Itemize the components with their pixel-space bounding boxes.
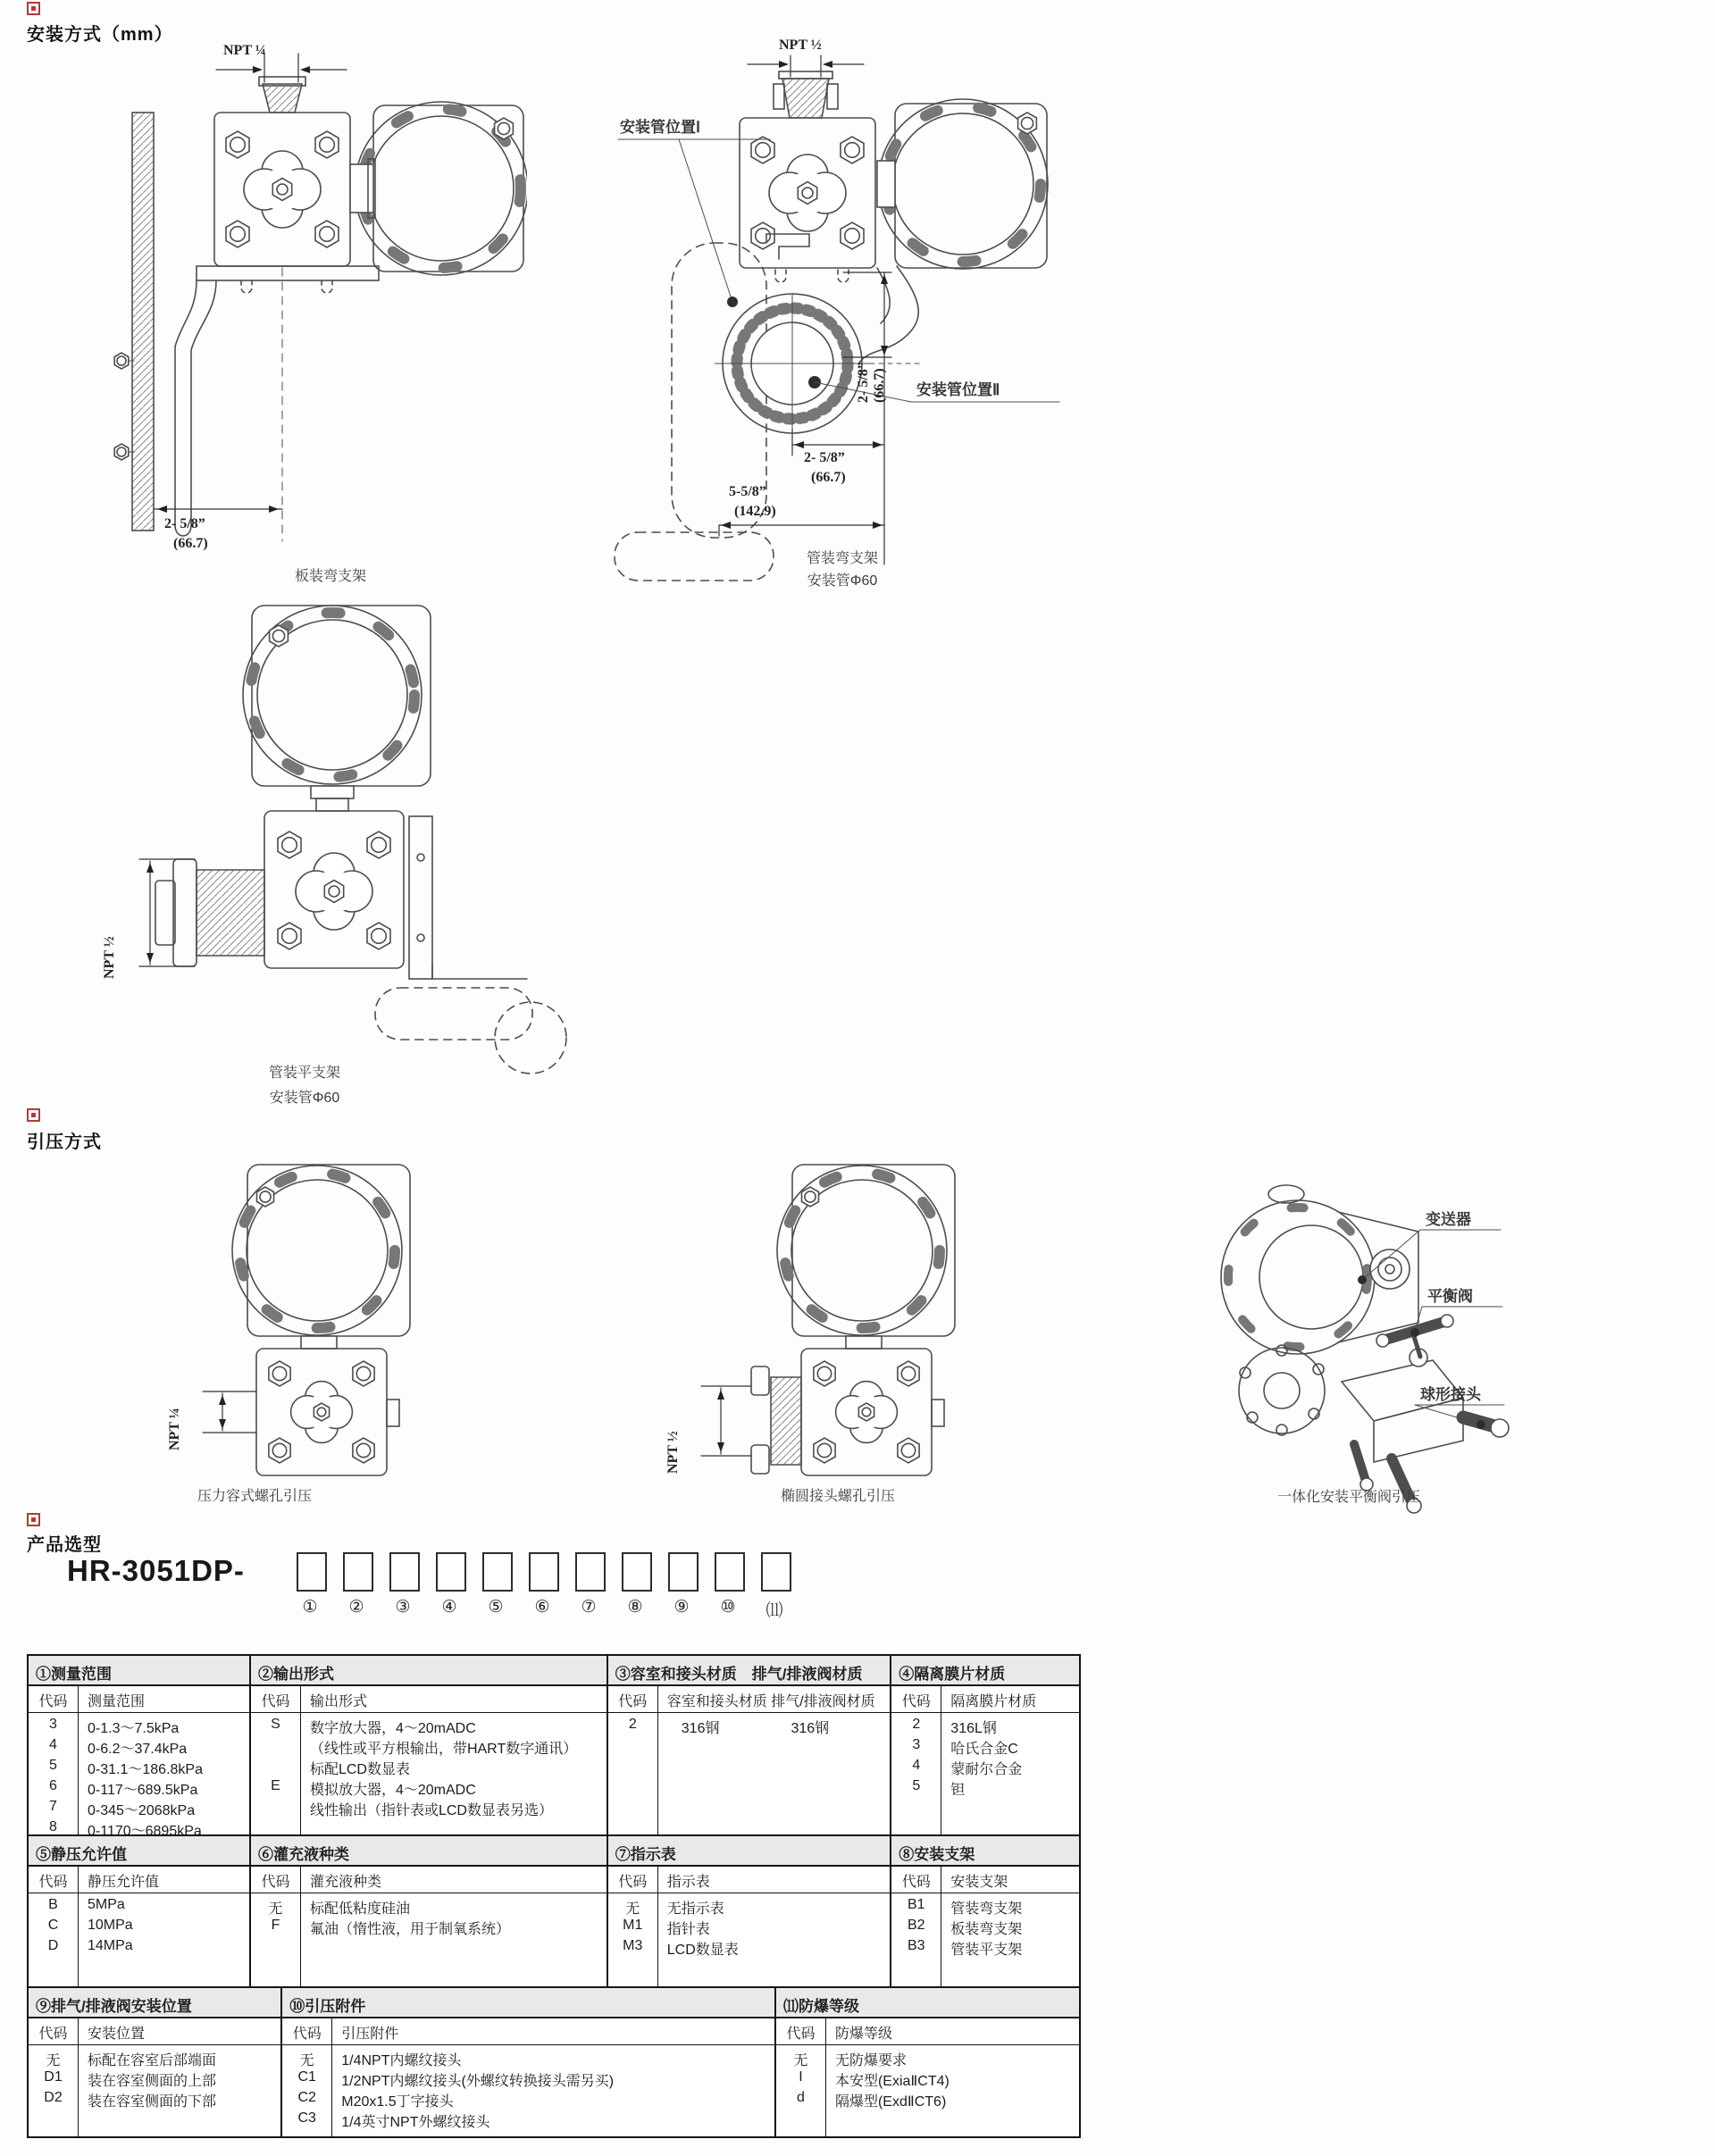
spec-row-code: 7 xyxy=(49,1799,57,1814)
spec-row-code: B3 xyxy=(908,1938,925,1953)
model-code-box-10 xyxy=(715,1552,745,1592)
spec-row-code: 2 xyxy=(628,1717,637,1732)
fig2-vertical-dim xyxy=(856,362,888,403)
panel-bracket-drawing xyxy=(107,43,527,592)
spec-subheader xyxy=(608,1686,891,1713)
spec-row-code: d xyxy=(797,2090,805,2105)
spec-row-text: 0-1.3～7.5kPa xyxy=(88,1721,180,1736)
model-position-number: ⑩ xyxy=(720,1598,736,1617)
spec-code-header: 代码 xyxy=(251,1867,301,1893)
model-code-box-7 xyxy=(575,1552,606,1592)
spec-row-text: 0-345～2068kPa xyxy=(88,1803,196,1818)
spec-row-code: 无 xyxy=(46,2053,61,2068)
spec-row-text: 隔爆型(ExdⅡCT6) xyxy=(834,2094,947,2110)
spec-column-header: 引压附件 xyxy=(341,2026,399,2042)
pipe-flat-bracket-drawing xyxy=(107,589,572,1134)
spec-row-code: I xyxy=(799,2069,803,2085)
spec-column-header: 容室和接头材质 排气/排液阀材质 xyxy=(666,1694,875,1709)
spec-section xyxy=(29,1988,280,2136)
spec-row-text: 标配低粘度硅油 xyxy=(309,1901,410,1917)
model-code-box-3 xyxy=(389,1552,420,1592)
oval-tap-drawing xyxy=(674,1152,1005,1514)
spec-row-code: S xyxy=(271,1717,280,1732)
fig1-npt-label: NPT ¼ xyxy=(223,43,266,58)
spec-section-title: ⑨排气/排液阀安装位置 xyxy=(29,1988,280,2018)
spec-subheader xyxy=(29,2018,280,2045)
spec-row-text: （线性或平方根输出，带HART数字通讯） xyxy=(309,1742,578,1757)
product-selection-table xyxy=(27,1654,1081,2138)
fig6-transmitter-label: 变送器 xyxy=(1426,1211,1471,1228)
spec-row-code: C1 xyxy=(297,2069,316,2085)
fig1-dim-mm: (66.7) xyxy=(173,536,208,551)
fig6-ball-joint-label: 球形接头 xyxy=(1420,1386,1481,1403)
fig2-npt-label: NPT ½ xyxy=(779,38,822,53)
figure-chamber-tap xyxy=(147,1152,460,1514)
spec-column-header: 安装支架 xyxy=(950,1875,1008,1890)
figure-pipe-bent-bracket xyxy=(536,36,1215,607)
fig2-vdim-value: 2- 5/8” xyxy=(856,362,871,403)
spec-row-code: 无 xyxy=(793,2053,808,2068)
spec-code-header: 代码 xyxy=(891,1867,941,1893)
spec-subheader xyxy=(251,1867,607,1893)
spec-section-title: ⑧安装支架 xyxy=(891,1836,1079,1867)
spec-row-text: 1/4NPT内螺纹接头 xyxy=(341,2053,462,2068)
spec-column-header: 安装位置 xyxy=(88,2026,146,2042)
spec-row-code: 5 xyxy=(49,1758,57,1773)
mounting-section-title: 安装方式（mm） xyxy=(27,25,173,45)
spec-row-code: 6 xyxy=(49,1778,57,1793)
fig3-caption-line2: 安装管Φ60 xyxy=(269,1091,340,1106)
section-marker-icon xyxy=(27,2,40,15)
spec-row-text: 数字放大器，4～20mADC xyxy=(309,1721,476,1736)
spec-subheader xyxy=(251,1686,607,1713)
fig2-hdim2-mm: (142.9) xyxy=(734,504,776,519)
spec-section xyxy=(249,1836,607,1986)
spec-code-header: 代码 xyxy=(891,1686,941,1712)
spec-row-code: 3 xyxy=(912,1737,921,1752)
model-position-number: ④ xyxy=(441,1598,457,1617)
figure-oval-tap xyxy=(665,1152,1005,1514)
spec-section xyxy=(607,1656,891,1834)
spec-column-header: 输出形式 xyxy=(309,1694,367,1709)
spec-row-text: 哈氏合金C xyxy=(950,1742,1018,1757)
spec-section-title: ⑾防爆等级 xyxy=(776,1988,1079,2018)
spec-section-title: ⑩引压附件 xyxy=(282,1988,774,2018)
model-position-number: ② xyxy=(348,1598,364,1617)
figure-manifold-tap xyxy=(1197,1157,1715,1514)
model-position-number: ⑾ xyxy=(765,1601,783,1620)
spec-section-body xyxy=(891,1893,1079,1986)
spec-code-header: 代码 xyxy=(251,1686,301,1712)
fig2-pipe-pos2-label: 安装管位置Ⅱ xyxy=(916,381,1000,398)
spec-column-header: 灌充液种类 xyxy=(309,1875,381,1890)
spec-row-code: D2 xyxy=(44,2090,63,2105)
fig2-pipe-pos1-label: 安装管位置Ⅰ xyxy=(620,119,701,136)
spec-row-code: C3 xyxy=(297,2110,316,2126)
spec-row-text: 标配LCD数显表 xyxy=(309,1762,410,1777)
spec-section-body xyxy=(29,1713,249,1834)
spec-row-code: C xyxy=(47,1918,59,1933)
spec-row-text: 5MPa xyxy=(88,1897,125,1912)
model-code-box-6 xyxy=(529,1552,559,1592)
spec-section xyxy=(890,1836,1079,1986)
model-code-box-9 xyxy=(668,1552,699,1592)
spec-column-header: 测量范围 xyxy=(88,1694,146,1709)
spec-row-code: 8 xyxy=(49,1819,57,1834)
spec-row-text: 模拟放大器，4～20mADC xyxy=(309,1783,476,1798)
section-marker-icon xyxy=(27,1513,40,1526)
spec-code-header: 代码 xyxy=(29,2018,79,2044)
spec-row-code xyxy=(251,1799,300,1819)
spec-row-code: 5 xyxy=(912,1778,921,1793)
spec-section-title: ②输出形式 xyxy=(251,1656,607,1686)
figure-panel-bracket xyxy=(107,43,527,592)
spec-section-body xyxy=(776,2045,1079,2136)
spec-row-text: 316钢 316钢 xyxy=(666,1721,830,1736)
spec-column-header: 指示表 xyxy=(666,1875,710,1890)
spec-section-title: ③容室和接头材质 排气/排液阀材质 xyxy=(608,1656,891,1686)
spec-subheader xyxy=(891,1686,1079,1713)
fig4-npt-label: NPT ¼ xyxy=(167,1408,182,1450)
fig2-hdim1-mm: (66.7) xyxy=(811,470,846,485)
spec-section-body xyxy=(282,2045,774,2136)
spec-band-2 xyxy=(27,1836,1081,1988)
model-position-number: ⑦ xyxy=(581,1598,597,1617)
section-marker-icon xyxy=(27,1108,40,1122)
fig3-npt-label: NPT ½ xyxy=(102,936,117,979)
spec-section xyxy=(774,1988,1079,2136)
spec-section-body xyxy=(251,1893,607,1986)
spec-row-code: E xyxy=(271,1778,280,1793)
fig5-caption: 椭圆接头螺孔引压 xyxy=(780,1489,895,1504)
spec-row-code xyxy=(251,1737,300,1758)
spec-section-body xyxy=(251,1713,607,1834)
spec-row-text: 1/4英寸NPT外螺纹接头 xyxy=(341,2115,490,2130)
spec-row-text: 本安型(ExiaⅡCT4) xyxy=(834,2074,950,2089)
fig2-caption-line2: 安装管Φ60 xyxy=(807,573,878,589)
fig3-caption-line1: 管装平支架 xyxy=(268,1065,340,1081)
spec-section xyxy=(249,1656,607,1834)
spec-row-text: M20x1.5丁字接头 xyxy=(341,2094,454,2110)
spec-section-title: ⑥灌充液种类 xyxy=(251,1836,607,1867)
fig6-valve-label: 平衡阀 xyxy=(1427,1288,1473,1305)
fig2-hdim2-value: 5-5/8” xyxy=(729,484,766,499)
model-position-number: ⑧ xyxy=(627,1598,643,1617)
spec-row-code: 4 xyxy=(49,1737,57,1752)
spec-code-header: 代码 xyxy=(776,2018,826,2044)
spec-row-code: F xyxy=(271,1918,280,1933)
fig2-caption-line1: 管装弯支架 xyxy=(806,551,878,566)
spec-row-code xyxy=(251,1758,300,1778)
piping-section-title: 引压方式 xyxy=(27,1132,102,1152)
spec-row-code: D xyxy=(47,1938,59,1953)
spec-column-header: 防爆等级 xyxy=(834,2026,892,2042)
fig4-caption: 压力容式螺孔引压 xyxy=(197,1489,312,1504)
spec-row-code: M3 xyxy=(623,1938,643,1953)
fig1-caption: 板装弯支架 xyxy=(294,569,366,584)
spec-section xyxy=(607,1836,891,1986)
spec-code-header: 代码 xyxy=(29,1686,79,1712)
spec-row-code: 4 xyxy=(912,1758,921,1773)
fig3-npt-label-wrap xyxy=(102,936,118,979)
spec-row-text: 10MPa xyxy=(88,1918,133,1933)
spec-section-body xyxy=(29,1893,249,1986)
model-position-number: ⑥ xyxy=(534,1598,550,1617)
spec-row-text: 管装平支架 xyxy=(950,1943,1023,1958)
spec-subheader xyxy=(608,1867,891,1893)
chamber-tap-drawing xyxy=(147,1152,460,1514)
model-position-number: ① xyxy=(302,1598,318,1617)
spec-section-body xyxy=(29,2045,280,2136)
spec-row-text: 标配在容室后部端面 xyxy=(88,2053,217,2068)
spec-row-text: LCD数显表 xyxy=(666,1943,739,1958)
spec-section xyxy=(29,1836,249,1986)
spec-section xyxy=(29,1656,249,1834)
spec-band-1 xyxy=(27,1654,1081,1836)
model-prefix: HR-3051DP- xyxy=(67,1554,245,1587)
fig2-vdim-mm: (66.7) xyxy=(872,368,887,403)
spec-row-code: 无 xyxy=(299,2053,314,2068)
spec-row-text: 板装弯支架 xyxy=(950,1922,1023,1937)
spec-section-title: ①测量范围 xyxy=(29,1656,249,1686)
spec-row-code: B2 xyxy=(908,1918,925,1933)
fig2-hdim1-value: 2- 5/8” xyxy=(804,450,845,465)
spec-row-code: 3 xyxy=(49,1717,57,1732)
spec-row-text: 蒙耐尔合金 xyxy=(950,1762,1023,1777)
model-code-box-2 xyxy=(343,1552,373,1592)
spec-row-text: 装在容室侧面的上部 xyxy=(88,2074,217,2089)
spec-row-code: 无 xyxy=(268,1901,283,1917)
spec-row-code: D1 xyxy=(44,2069,63,2085)
model-position-number: ⑨ xyxy=(673,1598,690,1617)
spec-row-text: 氟油（惰性液，用于制氧系统） xyxy=(309,1922,510,1937)
spec-section-body xyxy=(608,1893,891,1986)
spec-code-header: 代码 xyxy=(608,1867,658,1893)
fig5-npt-label: NPT ½ xyxy=(665,1431,681,1474)
spec-row-text: 14MPa xyxy=(88,1938,133,1953)
model-code-box-4 xyxy=(436,1552,466,1592)
spec-row-text: 管装弯支架 xyxy=(950,1901,1023,1917)
spec-row-text: 装在容室侧面的下部 xyxy=(88,2094,217,2110)
spec-row-code: B xyxy=(48,1897,58,1912)
selection-section-title: 产品选型 xyxy=(27,1535,102,1555)
spec-column-header: 隔离膜片材质 xyxy=(950,1694,1037,1709)
model-position-number: ⑤ xyxy=(488,1598,504,1617)
model-position-number: ③ xyxy=(395,1598,411,1617)
fig6-caption: 一体化安装平衡阀引压 xyxy=(1276,1490,1420,1505)
spec-subheader xyxy=(29,1867,249,1893)
model-code-box-1 xyxy=(297,1552,327,1592)
fig5-npt-label-wrap xyxy=(665,1431,682,1474)
spec-row-text: 0-6.2～37.4kPa xyxy=(88,1742,188,1757)
spec-section xyxy=(890,1656,1079,1834)
spec-row-code: M1 xyxy=(623,1918,643,1933)
spec-section xyxy=(280,1988,774,2136)
spec-section-title: ④隔离膜片材质 xyxy=(891,1656,1079,1686)
spec-row-text: 线性输出（指针表或LCD数显表另选） xyxy=(309,1803,553,1818)
model-code-box-11 xyxy=(761,1552,791,1592)
spec-subheader xyxy=(282,2018,774,2045)
spec-row-text: 指针表 xyxy=(666,1922,710,1937)
spec-row-code: 无 xyxy=(625,1901,640,1917)
spec-row-code: B1 xyxy=(908,1897,925,1912)
spec-section-title: ⑤静压允许值 xyxy=(29,1836,249,1867)
spec-section-body xyxy=(891,1713,1079,1834)
spec-column-header: 静压允许值 xyxy=(88,1875,160,1890)
spec-code-header: 代码 xyxy=(608,1686,658,1712)
fig4-npt-label-wrap xyxy=(167,1408,183,1450)
spec-subheader xyxy=(29,1686,249,1713)
figure-pipe-flat-bracket xyxy=(102,589,572,1134)
fig1-dim-value: 2- 5/8” xyxy=(164,516,205,531)
model-code-box-8 xyxy=(622,1552,652,1592)
spec-section-body xyxy=(608,1713,891,1834)
spec-subheader xyxy=(891,1867,1079,1893)
spec-band-3 xyxy=(27,1988,1081,2138)
spec-row-text: 无指示表 xyxy=(666,1901,724,1917)
spec-subheader xyxy=(776,2018,1079,2045)
spec-row-text: 0-31.1～186.8kPa xyxy=(88,1762,203,1777)
spec-row-text: 0-117～689.5kPa xyxy=(88,1783,198,1798)
spec-row-text: 1/2NPT内螺纹接头(外螺纹转换接头需另买) xyxy=(341,2074,615,2089)
spec-row-code: C2 xyxy=(297,2090,316,2105)
spec-code-header: 代码 xyxy=(29,1867,79,1893)
spec-section-title: ⑦指示表 xyxy=(608,1836,891,1867)
spec-row-text: 316L钢 xyxy=(950,1721,997,1736)
spec-row-text: 无防爆要求 xyxy=(834,2053,907,2068)
spec-row-code: 2 xyxy=(912,1717,921,1732)
spec-row-text: 钽 xyxy=(950,1783,966,1798)
model-code-box-5 xyxy=(482,1552,513,1592)
spec-row-text: 0-1170～6895kPa xyxy=(88,1824,202,1834)
spec-code-header: 代码 xyxy=(282,2018,332,2044)
